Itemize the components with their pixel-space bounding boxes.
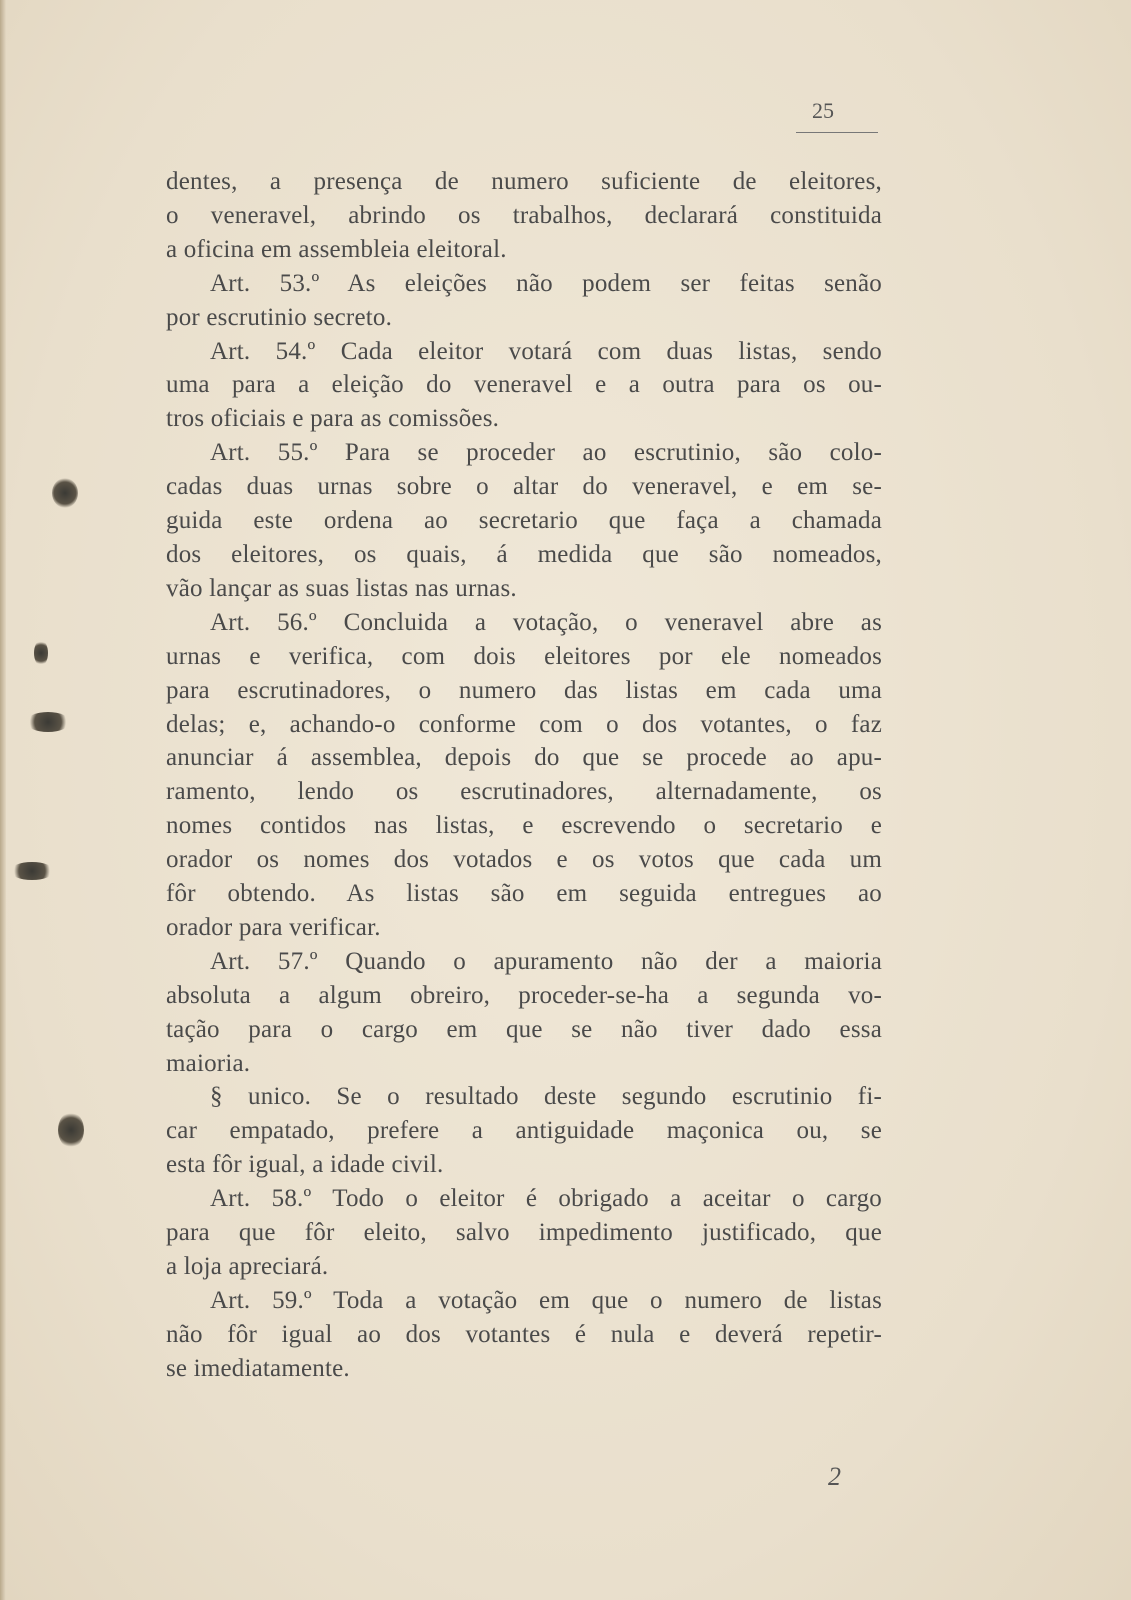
text-line: uma para a eleição do veneravel e a outra para os ou-: [166, 371, 882, 399]
text-line: § unico. Se o resultado deste segundo escrutinio fi-: [210, 1083, 882, 1111]
text-line: delas; e, achando-o conforme com o dos votantes, o faz: [166, 710, 882, 738]
text-line: para escrutinadores, o numero das listas em cada uma: [166, 676, 882, 704]
text-line: dentes, a presença de numero suficiente de eleitores,: [166, 168, 882, 195]
text-line: a loja apreciará.: [166, 1253, 329, 1280]
paper-hole: [10, 862, 54, 880]
paper-hole: [34, 640, 48, 666]
text-line: vão lançar as suas listas nas urnas.: [166, 574, 517, 602]
text-line: orador para verificar.: [166, 913, 381, 941]
text-line: cadas duas urnas sobre o altar do veneravel, e em se-: [166, 473, 882, 501]
paper-hole: [52, 478, 78, 508]
text-line: absoluta a algum obreiro, proceder-se-ha a segunda vo-: [166, 981, 882, 1009]
text-line: dos eleitores, os quais, á medida que são nomeados,: [166, 540, 882, 568]
paper-hole: [26, 712, 70, 732]
text-line: Art. 53.º As eleições não podem ser feitas senão: [210, 269, 882, 297]
paper-hole: [58, 1112, 84, 1148]
text-line: por escrutinio secreto.: [166, 303, 393, 331]
text-line: não fôr igual ao dos votantes é nula e deverá repetir-: [166, 1320, 882, 1348]
text-line: esta fôr igual, a idade civil.: [166, 1151, 444, 1179]
text-line: nomes contidos nas listas, e escrevendo o secretario e: [166, 812, 882, 840]
text-line: Art. 54.º Cada eleitor votará com duas listas, sendo: [210, 337, 882, 365]
text-line: fôr obtendo. As listas são em seguida entregues ao: [166, 880, 882, 908]
text-line: a oficina em assembleia eleitoral.: [166, 235, 507, 263]
text-line: maioria.: [166, 1049, 251, 1077]
text-line: orador os nomes dos votados e os votos que cada um: [166, 846, 882, 874]
body-text: [166, 165, 882, 1386]
text-line: Art. 57.º Quando o apuramento não der a maioria: [210, 947, 882, 975]
text-line: para que fôr eleito, salvo impedimento justificado, que: [166, 1219, 882, 1247]
text-line: car empatado, prefere a antiguidade maçonica ou, se: [166, 1117, 882, 1145]
text-line: o veneravel, abrindo os trabalhos, declarará constituida: [166, 201, 882, 229]
page-number: 25: [812, 98, 834, 123]
text-line: guida este ordena ao secretario que faça a chamada: [166, 507, 882, 535]
text-line: Art. 59.º Toda a votação em que o numero de listas: [210, 1286, 882, 1314]
page-binding-edge: [0, 0, 6, 1600]
text-line: Art. 55.º Para se proceder ao escrutinio, são colo-: [210, 439, 882, 467]
text-line: urnas e verifica, com dois eleitores por ele nomeados: [166, 642, 882, 670]
text-line: se imediatamente.: [166, 1354, 350, 1382]
text-line: ramento, lendo os escrutinadores, alternadamente, os: [166, 778, 882, 806]
signature-mark: 2: [828, 1462, 841, 1491]
page-number-rule: [796, 132, 878, 133]
text-line: anunciar á assemblea, depois do que se procede ao apu-: [166, 744, 882, 772]
text-line: tação para o cargo em que se não tiver dado essa: [166, 1015, 882, 1043]
text-line: Art. 58.º Todo o eleitor é obrigado a aceitar o cargo: [210, 1185, 882, 1213]
text-line: tros oficiais e para as comissões.: [166, 405, 500, 433]
text-line: Art. 56.º Concluida a votação, o veneravel abre as: [210, 608, 882, 636]
